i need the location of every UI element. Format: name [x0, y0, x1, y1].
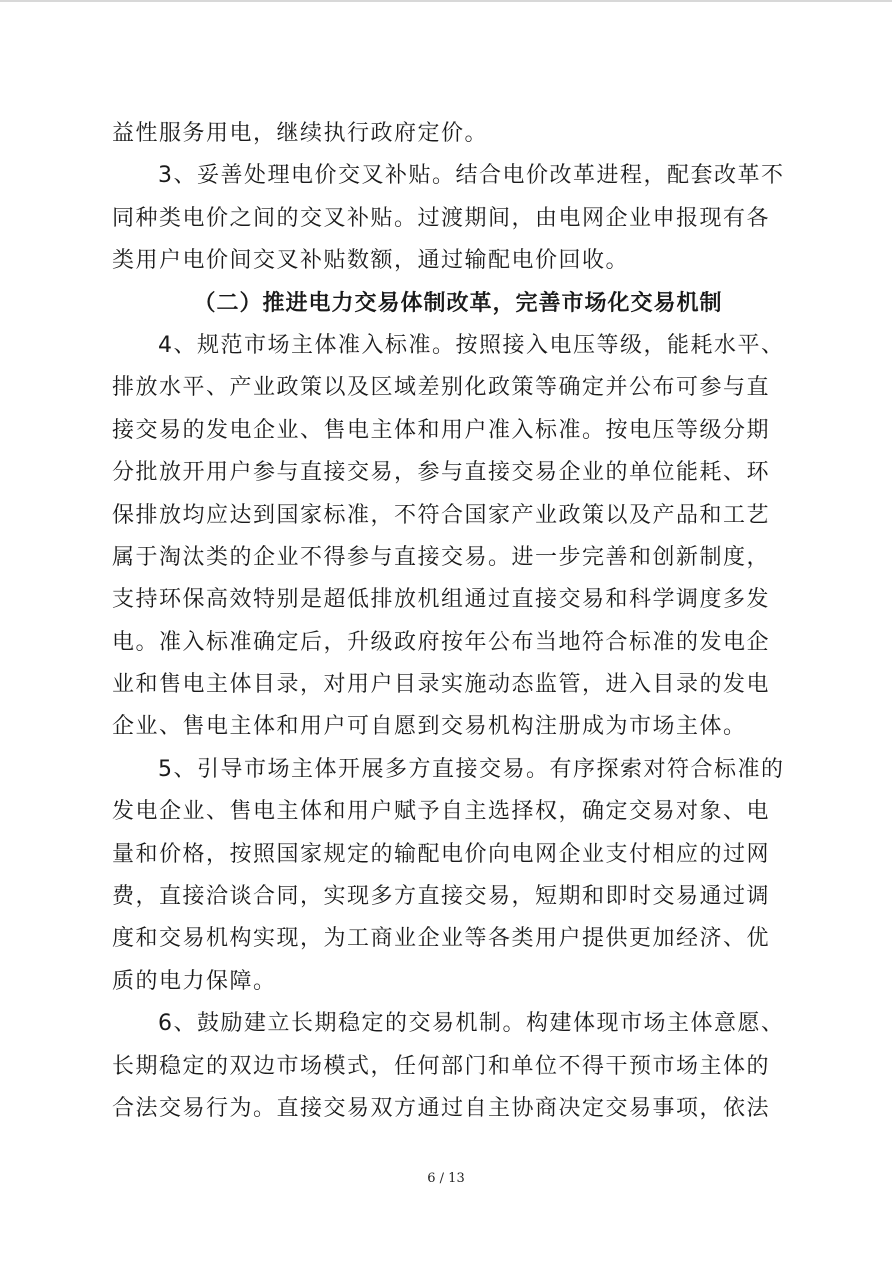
text-line: 长期稳定的双边市场模式，任何部门和单位不得干预市场主体的: [112, 1053, 771, 1079]
text-line: 保排放均应达到国家标准，不符合国家产业政策以及产品和工艺: [112, 502, 771, 528]
text-line: 业和售电主体目录，对用户目录实施动态监管，进入目录的发电: [112, 672, 771, 698]
text-line: 电。准入标准确定后，升级政府按年公布当地符合标准的发电企: [112, 629, 771, 655]
paragraph-start: 5、引导市场主体开展多方直接交易。有序探索对符合标准的: [158, 756, 785, 782]
paragraph-start: 4、规范市场主体准入标准。按照接入电压等级，能耗水平、: [158, 332, 785, 358]
text-line: 分批放开用户参与直接交易，参与直接交易企业的单位能耗、环: [112, 460, 771, 486]
text-line: 类用户电价间交叉补贴数额，通过输配电价回收。: [112, 248, 630, 274]
text-line: 发电企业、售电主体和用户赋予自主选择权，确定交易对象、电: [112, 799, 771, 825]
page-top-border: [0, 0, 892, 2]
text-line: 质的电力保障。: [112, 968, 277, 994]
paragraph-start: 3、妥善处理电价交叉补贴。结合电价改革进程，配套改革不: [158, 163, 785, 189]
text-line: 同种类电价之间的交叉补贴。过渡期间，由电网企业申报现有各: [112, 205, 771, 231]
section-heading: （二）推进电力交易体制改革，完善市场化交易机制: [193, 290, 723, 316]
text-line: 量和价格，按照国家规定的输配电价向电网企业支付相应的过网: [112, 841, 771, 867]
text-line: 排放水平、产业政策以及区域差别化政策等确定并公布可参与直: [112, 375, 771, 401]
document-body: [112, 113, 784, 1130]
text-line: 合法交易行为。直接交易双方通过自主协商决定交易事项，依法: [112, 1095, 771, 1121]
text-line: 费，直接洽谈合同，实现多方直接交易，短期和即时交易通过调: [112, 884, 771, 910]
page-number: 6 / 13: [427, 1171, 465, 1186]
text-line: 接交易的发电企业、售电主体和用户准入标准。按电压等级分期: [112, 417, 771, 443]
text-line: 企业、售电主体和用户可自愿到交易机构注册成为市场主体。: [112, 714, 747, 740]
paragraph-start: 6、鼓励建立长期稳定的交易机制。构建体现市场主体意愿、: [158, 1011, 785, 1037]
text-line: 度和交易机构实现，为工商业企业等各类用户提供更加经济、优: [112, 926, 771, 952]
text-line: 属于淘汰类的企业不得参与直接交易。进一步完善和创新制度，: [112, 544, 771, 570]
text-line: 支持环保高效特别是超低排放机组通过直接交易和科学调度多发: [112, 587, 771, 613]
text-line: 益性服务用电，继续执行政府定价。: [112, 121, 489, 146]
